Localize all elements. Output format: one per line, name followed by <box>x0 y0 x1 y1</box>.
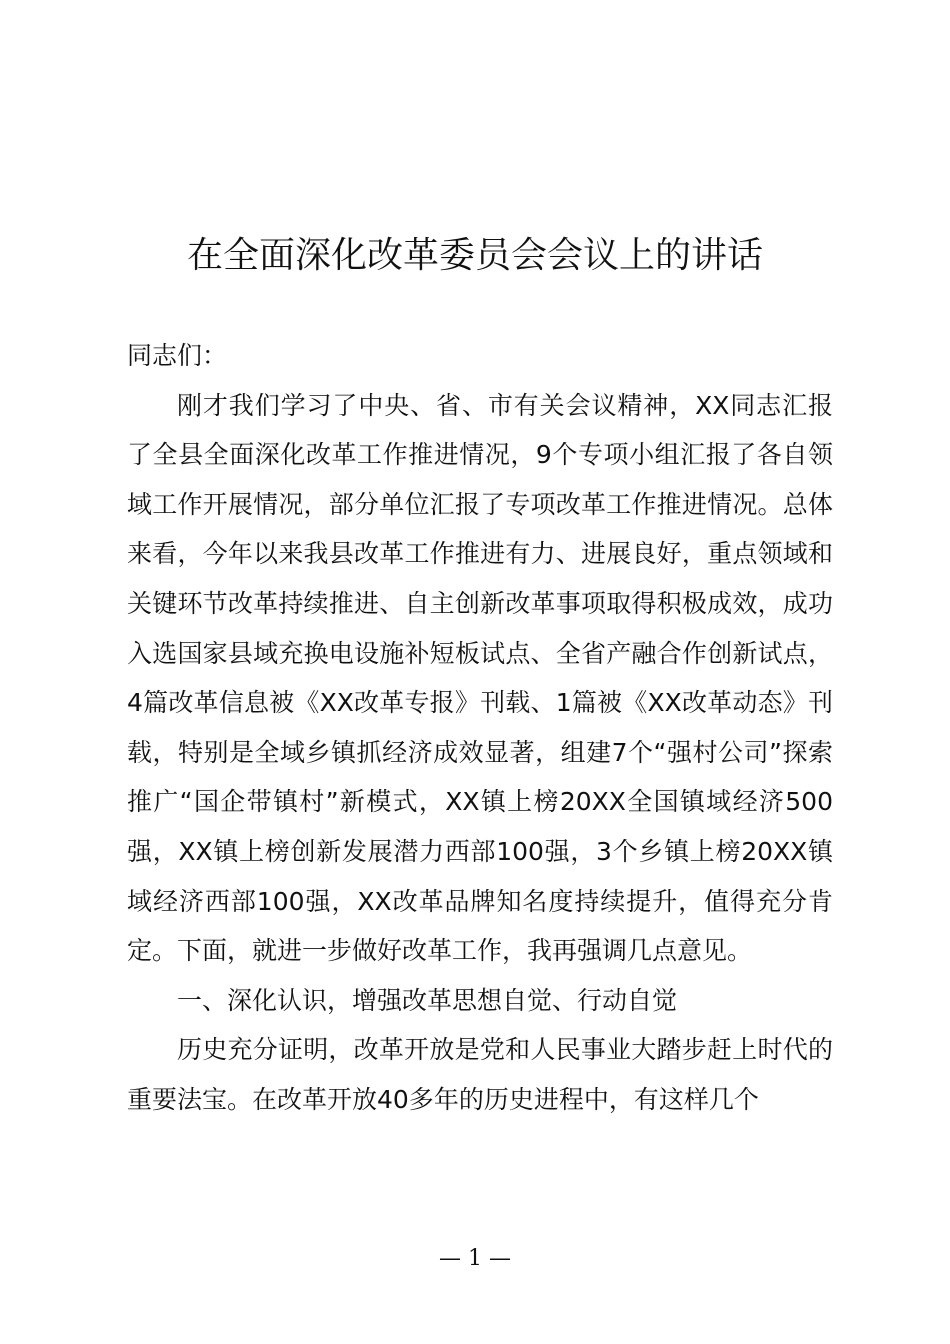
document-body <box>127 331 833 1125</box>
section-heading: 一、深化认识，增强改革思想自觉、行动自觉 <box>177 985 678 1015</box>
document-title: 在全面深化改革委员会会议上的讲话 <box>186 235 763 276</box>
body-paragraph: 刚才我们学习了中央、省、市有关会议精神，XX同志汇报了全县全面深化改革工作推进情况，9个专项小组汇报了各自领域工作开展情况，部分单位汇报了专项改革工作推进情况。总体来看，今年以来我县改革工作推进有力、进展良好，重点领域和关键环节改革持续推进、自主创新改革事项取得积极成效，成功入选国家县域充换电设施补短板试点、全省产融合作创新试点，4篇改革信息被《XX改革专报》刊载、1篇被《XX改革动态》刊载，特别是全域乡镇抓经济成效显著，组建7个“强村公司”探索推广“国企带镇村”新模式，XX镇上榜20XX全国镇域经济500强，XX镇上榜创新发展潜力西部100强，3个乡镇上榜20XX镇域经济西部100强，XX改革品牌知名度持续提升，值得充分肯定。下面，就进一步做好改革工作，我再强调几点意见。 <box>127 390 833 966</box>
section-paragraph: 历史充分证明，改革开放是党和人民事业大踏步赶上时代的重要法宝。在改革开放40多年的历史进程中，有这样几个 <box>127 1035 833 1114</box>
page-number: — 1 — <box>439 1246 511 1271</box>
salutation: 同志们： <box>127 341 228 370</box>
